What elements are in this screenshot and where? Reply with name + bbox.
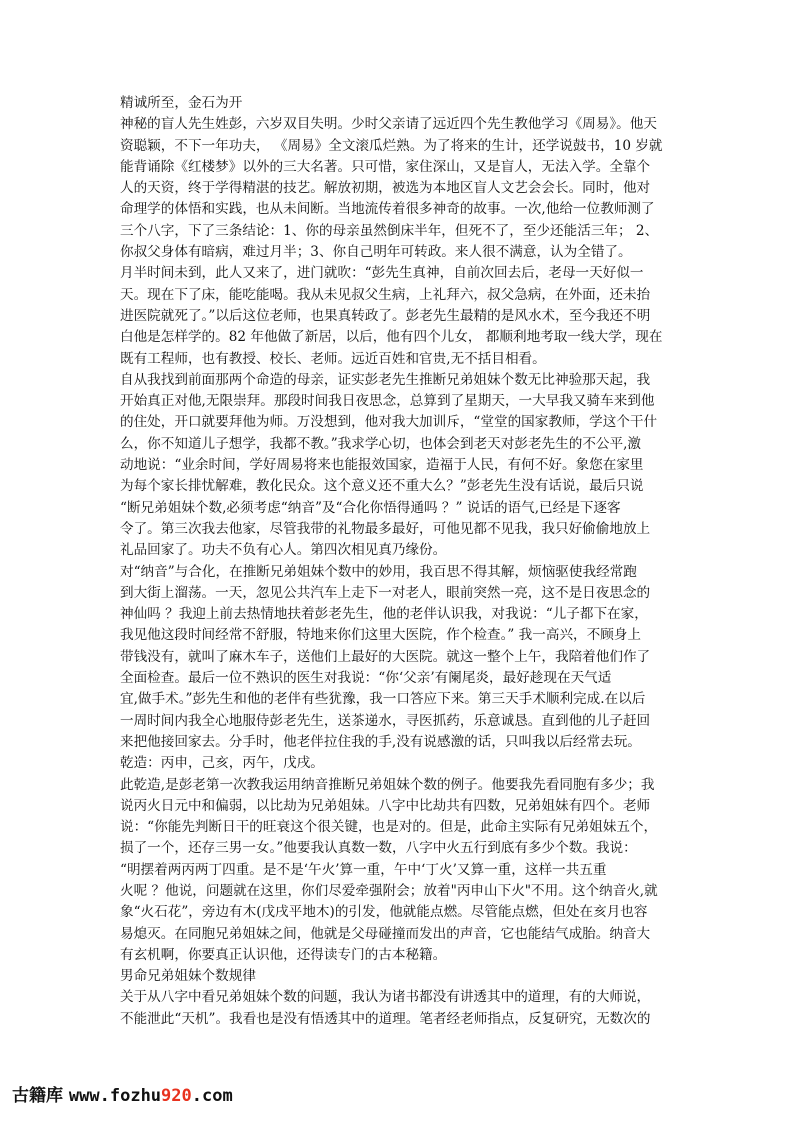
text-line: 天。现在下了床，能吃能喝。我从未见叔父生病，上礼拜六，叔父急病，在外面，还未抬: [120, 286, 651, 303]
text-line: 火呢 ？他说，问题就在这里，你们尽爱牵强附会；放着"丙申山下火"不用。这个纳音火,就: [120, 882, 658, 899]
text-line: 你叔父身体有暗病，难过月半；3、你自己明年可转政。来人很不满意，认为全错了。: [120, 244, 632, 261]
text-line: 宜,做手术。”彭先生和他的老伴有些犹豫，我一口答应下来。第三天手术顺利完成.在以后: [120, 691, 646, 708]
text-line: 精诚所至，金石为开: [120, 95, 243, 111]
footer-brand: 古籍库: [12, 1086, 63, 1106]
text-line: 带钱没有，就叫了麻木车子，送他们上最好的大医院。就这一整个上午，我陪着他们作了: [120, 648, 651, 665]
text-line: 为每个家长排忧解难，教化民众。这个意义还不重大么？”彭老先生没有话说，最后只说: [120, 478, 644, 495]
footer-site: [69, 1086, 233, 1106]
text-line: 男命兄弟姐妹个数规律: [120, 968, 256, 985]
footer-site-prefix: www.fozhu: [68, 1086, 162, 1106]
text-line: “明摆着两丙两丁四重。是不是‘午火’算一重，午中‘丁火’又算一重，这样一共五重: [120, 861, 607, 878]
text-line: 有玄机啊，你要真正认识他，还得读专门的古本秘籍。: [120, 946, 447, 963]
text-line: “断兄弟姐妹个数,必须考虑“纳音”及“合化你悟得通吗 ？” 说话的语气,已经是下逐客: [120, 499, 621, 516]
text-line: 象“火石花”，旁边有木(戊戌平地木)的引发，他就能点燃。尽管能点燃，但处在亥月也容: [120, 904, 648, 921]
text-line: 人的天资，终于学得精湛的技艺。解放初期，被选为本地区盲人文艺会会长。同时，他对: [120, 180, 651, 197]
text-line: 此乾造,是彭老第一次教我运用纳音推断兄弟姐妹个数的例子。他要我先看同胞有多少；我: [120, 776, 655, 793]
text-line: 全面检查。最后一位不熟识的医生对我说：“你‘父亲’有阑尾炎，最好趁现在天气适: [120, 670, 612, 687]
document-body: [120, 93, 676, 1030]
text-line: 来把他接回家去。分手时，他老伴拉住我的手,没有说感激的话，只叫我以后经常去玩。: [120, 733, 641, 750]
footer-site-number: 920: [161, 1086, 192, 1106]
text-line: 的住处，开口就要拜他为师。万没想到，他对我大加训斥，“堂堂的国家教师，学这个干什: [120, 414, 658, 431]
text-line: 易熄灭。在同胞兄弟姐妹之间，他就是父母碰撞而发出的声音，它也能结气成胎。纳音大: [120, 925, 651, 942]
text-line: 三个八字，下了三条结论：1、你的母亲虽然倒床半年，但死不了，至少还能活三年； 2、: [120, 222, 659, 239]
text-line: 开始真正对他,无限崇拜。那段时间我日夜思念，总算到了星期天，一大早我又骑车来到他: [120, 393, 655, 410]
text-line: 说丙火日元中和偏弱，以比劫为兄弟姐妹。八字中比劫共有四数，兄弟姐妹有四个。老师: [120, 797, 651, 814]
text-line: 损了一个，还存三男一女。”他要我认真数一数，八字中火五行到底有多少个数。我说：: [120, 840, 637, 857]
text-line: 既有工程师，也有教授、校长、老师。远近百姓和官贵,无不括目相看。: [120, 350, 546, 367]
text-line: 自从我找到前面那两个命造的母亲，证实彭老先生推断兄弟姐妹个数无比神验那天起，我: [120, 371, 651, 388]
text-line: 一周时间内我全心地服侍彭老先生，送茶递水，寻医抓药，乐意诚恳。直到他的儿子赶回: [120, 712, 651, 729]
text-line: 月半时间未到，此人又来了，进门就吹：“彭先生真神，自前次回去后，老母一天好似一: [120, 265, 644, 282]
text-line: 关于从八字中看兄弟姐妹个数的问题，我认为诸书都没有讲透其中的道理，有的大师说，: [120, 989, 651, 1006]
text-line: 神仙吗 ？我迎上前去热情地扶着彭老先生，他的老伴认识我，对我说：“儿子都下在家，: [120, 606, 648, 623]
text-line: 动地说：“业余时间，学好周易将来也能报效国家，造福于人民，有何不好。象您在家里: [120, 457, 644, 474]
text-line: 说：“你能先判断日干的旺衰这个很关键，也是对的。但是，此命主实际有兄弟姐妹五个，: [120, 819, 658, 836]
text-line: 令了。第三次我去他家，尽管我带的礼物最多最好，可他见都不见我，我只好偷偷地放上: [120, 520, 651, 537]
text-line: 到大街上溜荡。一天，忽见公共汽车上走下一对老人，眼前突然一亮，这不是日夜思念的: [120, 584, 651, 601]
text-line: 进医院就死了。”以后这位老师，也果真转政了。彭老先生最精的是风水术，至今我还不明: [120, 307, 651, 324]
text-line: 乾造：丙申，己亥，丙午，戊戌。: [120, 755, 324, 772]
text-line: 么，你不知道儿子想学，我都不教。”我求学心切，也体会到老天对彭老先生的不公平,激: [120, 435, 642, 452]
text-line: 不能泄此“天机”。我看也是没有悟透其中的道理。笔者经老师指点，反复研究，无数次的: [120, 1010, 651, 1027]
text-line: 神秘的盲人先生姓彭，六岁双目失明。少时父亲请了远近四个先生教他学习《周易》。他天: [120, 116, 657, 133]
text-line: 能背诵除《红楼梦》以外的三大名著。只可惜，家住深山，又是盲人，无法入学。全靠个: [120, 158, 651, 175]
text-line: 我见他这段时间经常不舒服，特地来你们这里大医院，作个检查。” 我一高兴，不顾身上: [120, 627, 642, 644]
text-line: 白他是怎样学的。82 年他做了新居，以后，他有四个儿女， 都顺利地考取一线大学，现在: [120, 329, 663, 346]
footer-watermark: [12, 1080, 233, 1112]
text-line: 资聪颖，不下一年功夫， 《周易》全文滚瓜烂熟。为了将来的生计，还学说鼓书，10 岁就: [120, 137, 663, 154]
text-line: 命理学的体悟和实践，也从未间断。当地流传着很多神奇的故事。一次,他给一位教师测了: [120, 201, 655, 218]
footer-site-suffix: .com: [191, 1086, 233, 1106]
text-line: 对“纳音”与合化，在推断兄弟姐妹个数中的妙用，我百思不得其解，烦恼驱使我经常跑: [120, 563, 637, 580]
text-line: 礼品回家了。功夫不负有心人。第四次相见真乃缘份。: [120, 542, 447, 559]
